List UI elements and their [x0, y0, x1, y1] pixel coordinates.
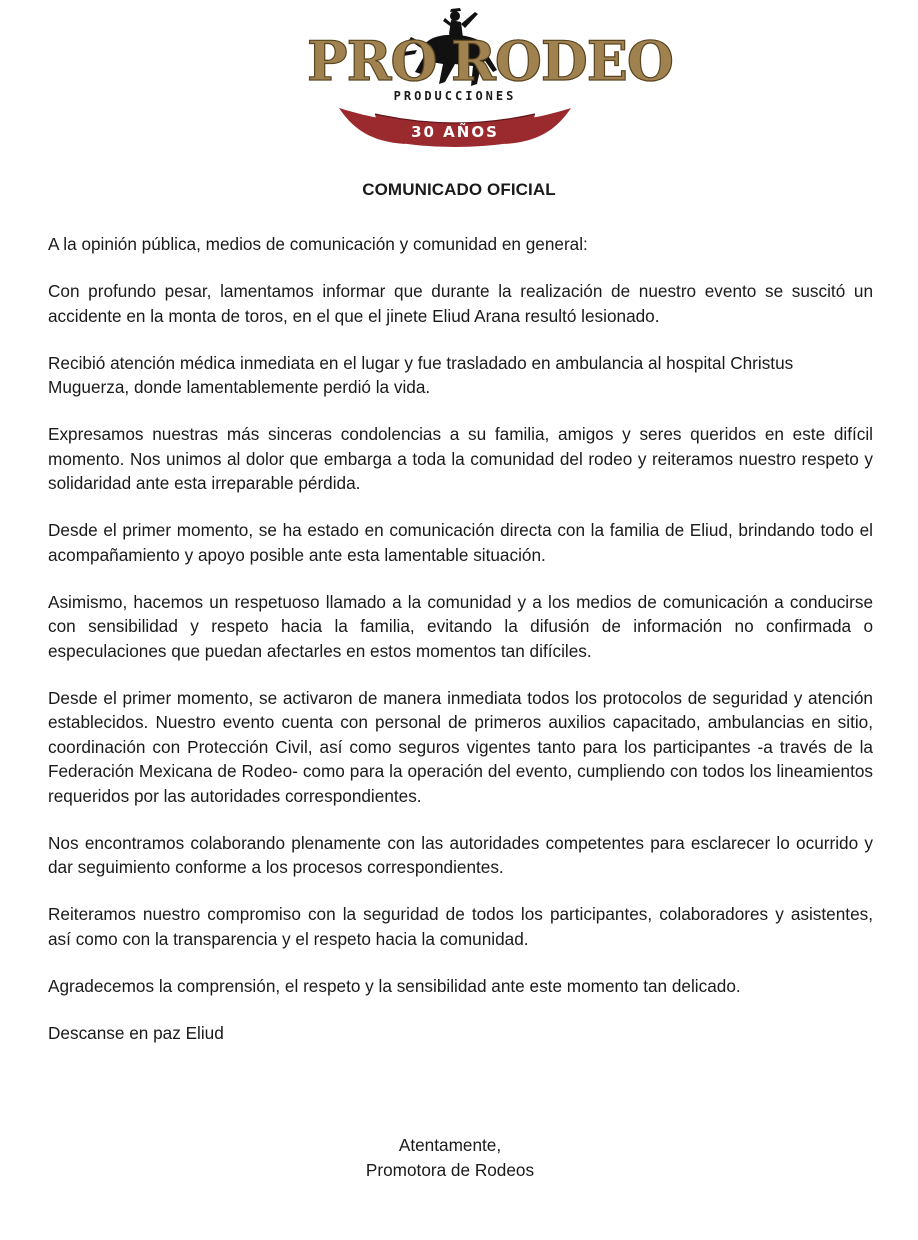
salutation: A la opinión pública, medios de comunicación y comunidad en general: [48, 234, 588, 254]
body-paragraph: Agradecemos la comprensión, el respeto y la sensibilidad ante este momento tan delicado. [48, 975, 741, 996]
closing-text: Atentamente, [398, 1135, 502, 1155]
document-title: COMUNICADO OFICIAL [362, 180, 556, 199]
logo-subtitle: PRODUCCIONES [393, 89, 517, 103]
anniversary-ribbon [339, 108, 571, 147]
body-paragraph: Reiteramos nuestro compromiso con la seguridad de todos los participantes, colaboradores y asistentes, así como con la transparencia y el respeto hacia la comunidad. [48, 904, 873, 949]
body-paragraph: Recibió atención médica inmediata en el lugar y fue trasladado en ambulancia al hospital Christus Muguerza, donde lamentablemente perdió la vida. [48, 352, 794, 397]
pro-rodeo-logo [305, 4, 673, 146]
body-paragraph: Desde el primer momento, se ha estado en comunicación directa con la familia de Eliud, brindando todo el acompañamiento y apoyo posible ante esta lamentable situación. [48, 520, 873, 565]
body-paragraph: Asimismo, hacemos un respetuoso llamado a la comunidad y a los medios de comunicación a conducirse con sensibilidad y respeto hacia la familia, evitando la difusión de información no confirmada o especulaciones que puedan afectarles en estos momentos tan difíciles. [48, 591, 873, 661]
document-body [48, 232, 873, 1068]
farewell-line: Descanse en paz Eliud [48, 1022, 224, 1043]
anniversary-text: 30 AÑOS [411, 123, 499, 141]
body-paragraph: Expresamos nuestras más sinceras condolencias a su familia, amigos y seres queridos en este difícil momento. Nos unimos al dolor que embarga a toda la comunidad del rodeo y reiteramos nuestro respeto y solidaridad ante esta irreparable pérdida. [48, 424, 873, 493]
signatory-name: Promotora de Rodeos [365, 1159, 535, 1180]
logo-word-pro: PRO [307, 29, 437, 93]
body-paragraph: Nos encontramos colaborando plenamente con las autoridades competentes para esclarecer lo ocurrido y dar seguimiento conforme a los procesos correspondientes. [48, 832, 873, 877]
body-paragraph: Desde el primer momento, se activaron de manera inmediata todos los protocolos de seguridad y atención establecidos. Nuestro evento cuenta con personal de primeros auxilios capacitado, ambulancias en sitio, coordinación con Protección Civil, así como seguros vigentes tanto para los participantes -a través de la Federación Mexicana de Rodeo- como para la operación del evento, cumpliendo con todos los lineamientos requeridos por las autoridades correspondientes. [48, 687, 873, 806]
body-paragraph: Con profundo pesar, lamentamos informar que durante la realización de nuestro evento se suscitó un accidente en la monta de toros, en el que el jinete Eliud Arana resultó lesionado. [48, 281, 873, 326]
logo-word-rodeo: RODEO [451, 29, 673, 93]
signature-block [300, 1133, 600, 1182]
logo-graphic [305, 4, 673, 146]
